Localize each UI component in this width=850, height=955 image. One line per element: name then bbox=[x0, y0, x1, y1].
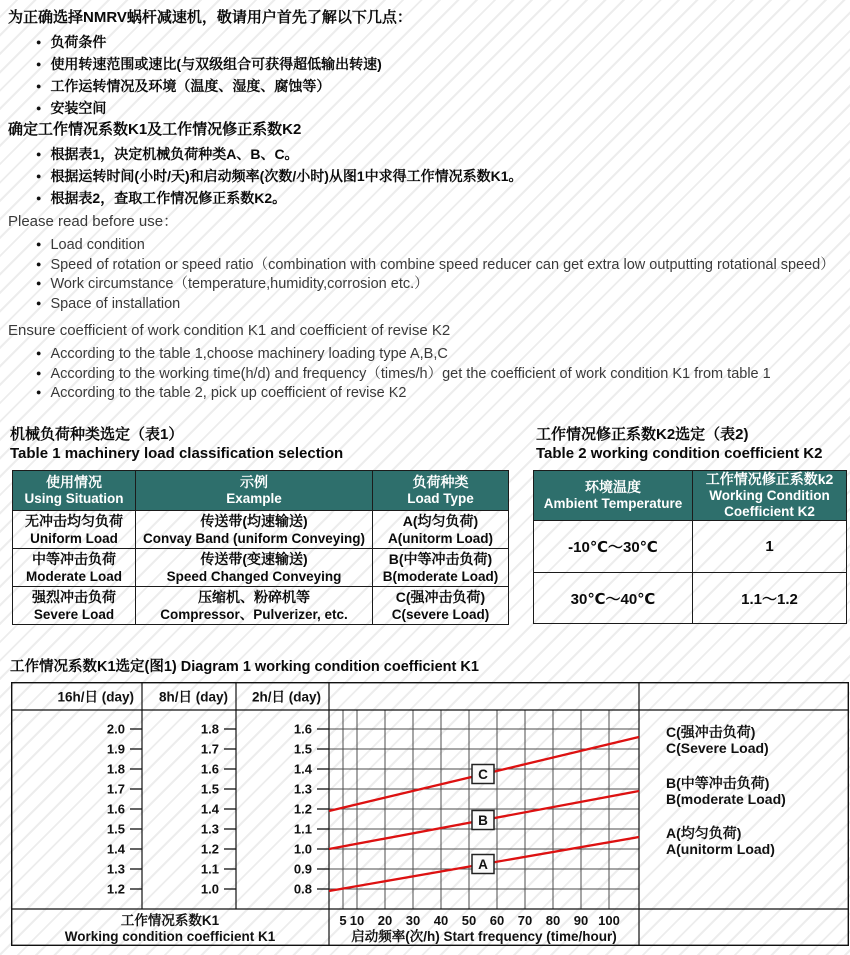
table1-title-zh: 机械负荷种类选定（表1） bbox=[10, 426, 184, 443]
list-item: ● 使用转速范围或速比(与双级组合可获得超低输出转速) bbox=[36, 54, 844, 76]
cell-example bbox=[136, 549, 373, 587]
scale-tick-label: 1.0 bbox=[200, 881, 219, 897]
k1-axis-label-en: Working condition coefficient K1 bbox=[64, 929, 276, 944]
scale-tick-label: 1.3 bbox=[293, 781, 312, 797]
line-label-A: A bbox=[478, 857, 488, 872]
list-item: ● According to the table 1,choose machinery loading type A,B,C bbox=[36, 345, 844, 365]
table2-title-zh: 工作情况修正系数K2选定（表2) bbox=[536, 426, 749, 443]
cell-zh: 无冲击均匀负荷 bbox=[25, 512, 123, 529]
diagram-title: 工作情况系数K1选定(图1) Diagram 1 working condition coefficient K1 bbox=[10, 659, 479, 675]
list-item: ● 根据运转时间(小时/天)和启动频率(次数/小时)从图1中求得工作情况系数K1。 bbox=[36, 166, 844, 188]
cell-en: Moderate Load bbox=[25, 568, 122, 584]
cell-severe-load bbox=[13, 587, 136, 625]
table1-header-using-situation bbox=[13, 471, 136, 511]
table-header-row bbox=[534, 471, 847, 521]
cell-zh: 中等冲击负荷 bbox=[32, 550, 116, 567]
table2-header-ambient-temperature bbox=[534, 471, 693, 521]
table1-header-example bbox=[136, 471, 373, 511]
scale-tick-label: 1.8 bbox=[200, 721, 219, 737]
scale-tick-label: 1.7 bbox=[106, 781, 125, 797]
scale-tick-label: 1.5 bbox=[106, 821, 125, 837]
cell-en: Compressor、Pulverizer, etc. bbox=[160, 606, 348, 622]
line-label-B: B bbox=[478, 813, 488, 828]
section-steps-zh bbox=[8, 121, 844, 210]
legend-zh-A: A(均匀负荷) bbox=[666, 825, 742, 841]
scale-tick-label: 1.6 bbox=[293, 721, 312, 737]
cell-zh: A(均匀负荷) bbox=[402, 512, 479, 529]
table1-title bbox=[10, 425, 343, 463]
scale-header: 8h/日 (day) bbox=[158, 689, 228, 705]
scale-tick-label: 1.6 bbox=[200, 761, 219, 777]
table2-title-en: Table 2 working condition coefficient K2 bbox=[536, 445, 823, 462]
x-tick-label: 5 bbox=[339, 913, 347, 928]
list-item: ● 安装空间 bbox=[36, 98, 844, 120]
table-header-row bbox=[13, 471, 509, 511]
header-zh: 工作情况修正系数k2 bbox=[705, 471, 834, 487]
header-en: Ambient Temperature bbox=[543, 496, 683, 511]
x-tick-label: 60 bbox=[489, 913, 505, 928]
cell-temp-range-2: 30℃～40℃ bbox=[534, 573, 693, 624]
scale-tick-label: 1.9 bbox=[106, 741, 125, 757]
cell-load-type-a bbox=[373, 511, 509, 549]
scale-tick-label: 2.0 bbox=[106, 721, 125, 737]
list-item: ● 工作运转情况及环境（温度、湿度、腐蚀等） bbox=[36, 76, 844, 98]
x-tick-label: 50 bbox=[461, 913, 477, 928]
bullet-list bbox=[8, 236, 844, 314]
table1-header-load-type bbox=[373, 471, 509, 511]
scale-tick-label: 1.2 bbox=[293, 801, 312, 817]
legend-en-C: C(Severe Load) bbox=[666, 740, 769, 756]
list-item: ● Work circumstance（temperature,humidity,corrosion etc.） bbox=[36, 275, 844, 295]
x-tick-label: 100 bbox=[598, 913, 620, 928]
x-tick-label: 20 bbox=[377, 913, 393, 928]
scale-tick-label: 1.2 bbox=[200, 841, 219, 857]
cell-example bbox=[136, 587, 373, 625]
x-tick-label: 40 bbox=[433, 913, 449, 928]
scale-tick-label: 1.4 bbox=[106, 841, 125, 857]
cell-load-type-b bbox=[373, 549, 509, 587]
list-item: ● Speed of rotation or speed ratio（combination with combine speed reducer can get extra low outputting rotational speed） bbox=[36, 256, 844, 276]
x-tick-label: 80 bbox=[545, 913, 561, 928]
scale-tick-label: 0.8 bbox=[293, 881, 312, 897]
scale-tick-label: 1.4 bbox=[293, 761, 312, 777]
cell-zh: B(中等冲击负荷) bbox=[388, 550, 493, 567]
k1-diagram bbox=[11, 682, 849, 946]
scale-tick-label: 1.4 bbox=[200, 801, 219, 817]
header-en: Load Type bbox=[407, 491, 474, 506]
k1-axis-label-zh: 工作情况系数K1 bbox=[120, 913, 220, 928]
legend-zh-B: B(中等冲击负荷) bbox=[666, 775, 770, 791]
cell-zh: 压缩机、粉碎机等 bbox=[198, 588, 310, 605]
scale-tick-label: 1.5 bbox=[200, 781, 219, 797]
scale-header: 16h/日 (day) bbox=[57, 689, 134, 705]
scale-tick-label: 1.7 bbox=[200, 741, 219, 757]
scale-tick-label: 1.5 bbox=[293, 741, 312, 757]
x-tick-label: 70 bbox=[517, 913, 533, 928]
bullet-list bbox=[8, 32, 844, 120]
cell-moderate-load bbox=[13, 549, 136, 587]
cell-en: Severe Load bbox=[33, 606, 115, 622]
legend-en-B: B(moderate Load) bbox=[666, 791, 786, 807]
list-item: ● 根据表2，查取工作情况修正系数K2。 bbox=[36, 188, 844, 210]
header-en: Example bbox=[226, 491, 282, 506]
header-en: Coefficient K2 bbox=[724, 504, 815, 519]
x-tick-label: 30 bbox=[405, 913, 421, 928]
section-title: 为正确选择NMRV蜗杆减速机，敬请用户首先了解以下几点： bbox=[8, 9, 412, 26]
section-intro-en bbox=[8, 213, 844, 314]
cell-k2-value-2: 1.1～1.2 bbox=[693, 573, 847, 624]
section-title: 确定工作情况系数K1及工作情况修正系数K2 bbox=[8, 121, 302, 138]
table1-machinery-load bbox=[12, 470, 509, 625]
list-item: ● 负荷条件 bbox=[36, 32, 844, 54]
list-item: ● According to the table 2, pick up coefficient of revise K2 bbox=[36, 384, 844, 404]
cell-zh: 强烈冲击负荷 bbox=[32, 588, 116, 605]
cell-en: Convay Band (uniform Conveying) bbox=[142, 530, 365, 546]
section-intro-zh bbox=[8, 9, 844, 120]
cell-example bbox=[136, 511, 373, 549]
list-item: ● According to the working time(h/d) and frequency（times/h）get the coefficient of work condition K1 from table 1 bbox=[36, 365, 844, 385]
scale-tick-label: 1.3 bbox=[200, 821, 219, 837]
table-row bbox=[13, 549, 509, 587]
section-title: Ensure coefficient of work condition K1 and coefficient of revise K2 bbox=[8, 322, 451, 339]
list-item: ● Load condition bbox=[36, 236, 844, 256]
section-steps-en bbox=[8, 322, 844, 404]
cell-en: Uniform Load bbox=[30, 530, 118, 546]
cell-en: A(unitorm Load) bbox=[388, 530, 493, 546]
x-tick-label: 90 bbox=[573, 913, 589, 928]
legend-en-A: A(unitorm Load) bbox=[666, 841, 775, 857]
table-row bbox=[534, 573, 847, 624]
scale-tick-label: 1.3 bbox=[106, 861, 125, 877]
diagram-border bbox=[12, 683, 849, 946]
scale-tick-label: 1.2 bbox=[106, 881, 125, 897]
bullet-list bbox=[8, 345, 844, 404]
header-en: Using Situation bbox=[24, 491, 124, 506]
scale-tick-label: 1.0 bbox=[293, 841, 312, 857]
header-zh: 使用情况 bbox=[46, 474, 102, 490]
cell-zh: C(强冲击负荷) bbox=[395, 588, 486, 605]
cell-en: Speed Changed Conveying bbox=[166, 568, 342, 584]
cell-en: B(moderate Load) bbox=[382, 568, 499, 584]
list-item: ● Space of installation bbox=[36, 295, 844, 315]
cell-zh: 传送带(均速输送) bbox=[200, 512, 308, 529]
x-tick-label: 10 bbox=[349, 913, 365, 928]
k1-diagram-svg bbox=[11, 682, 849, 946]
scale-tick-label: 1.6 bbox=[106, 801, 125, 817]
cell-load-type-c bbox=[373, 587, 509, 625]
header-en: Working Condition bbox=[709, 488, 830, 503]
bullet-list bbox=[8, 144, 844, 210]
table2-header-k2 bbox=[693, 471, 847, 521]
list-item: ● 根据表1，决定机械负荷种类A、B、C。 bbox=[36, 144, 844, 166]
table2-k2-coefficient bbox=[533, 470, 847, 624]
table-row bbox=[13, 587, 509, 625]
cell-temp-range-1: -10℃～30℃ bbox=[534, 521, 693, 573]
cell-zh: 传送带(变速输送) bbox=[200, 550, 308, 567]
header-zh: 示例 bbox=[240, 474, 268, 490]
scale-header: 2h/日 (day) bbox=[251, 689, 321, 705]
table1-title-en: Table 1 machinery load classification selection bbox=[10, 445, 344, 462]
cell-k2-value-1: 1 bbox=[693, 521, 847, 573]
scale-tick-label: 1.1 bbox=[200, 861, 219, 877]
table-row bbox=[534, 521, 847, 573]
line-label-C: C bbox=[478, 767, 488, 782]
cell-en: C(severe Load) bbox=[391, 606, 490, 622]
header-zh: 负荷种类 bbox=[412, 474, 469, 490]
x-axis-label: 启动频率(次/h) Start frequency (time/hour) bbox=[351, 929, 617, 944]
table-row bbox=[13, 511, 509, 549]
scale-tick-label: 1.8 bbox=[106, 761, 125, 777]
header-zh: 环境温度 bbox=[585, 479, 641, 495]
cell-uniform-load bbox=[13, 511, 136, 549]
section-title: Please read before use： bbox=[8, 213, 179, 230]
scale-tick-label: 1.1 bbox=[293, 821, 312, 837]
scale-tick-label: 0.9 bbox=[293, 861, 312, 877]
legend-zh-C: C(强冲击负荷) bbox=[666, 724, 756, 740]
table2-title bbox=[536, 425, 822, 463]
